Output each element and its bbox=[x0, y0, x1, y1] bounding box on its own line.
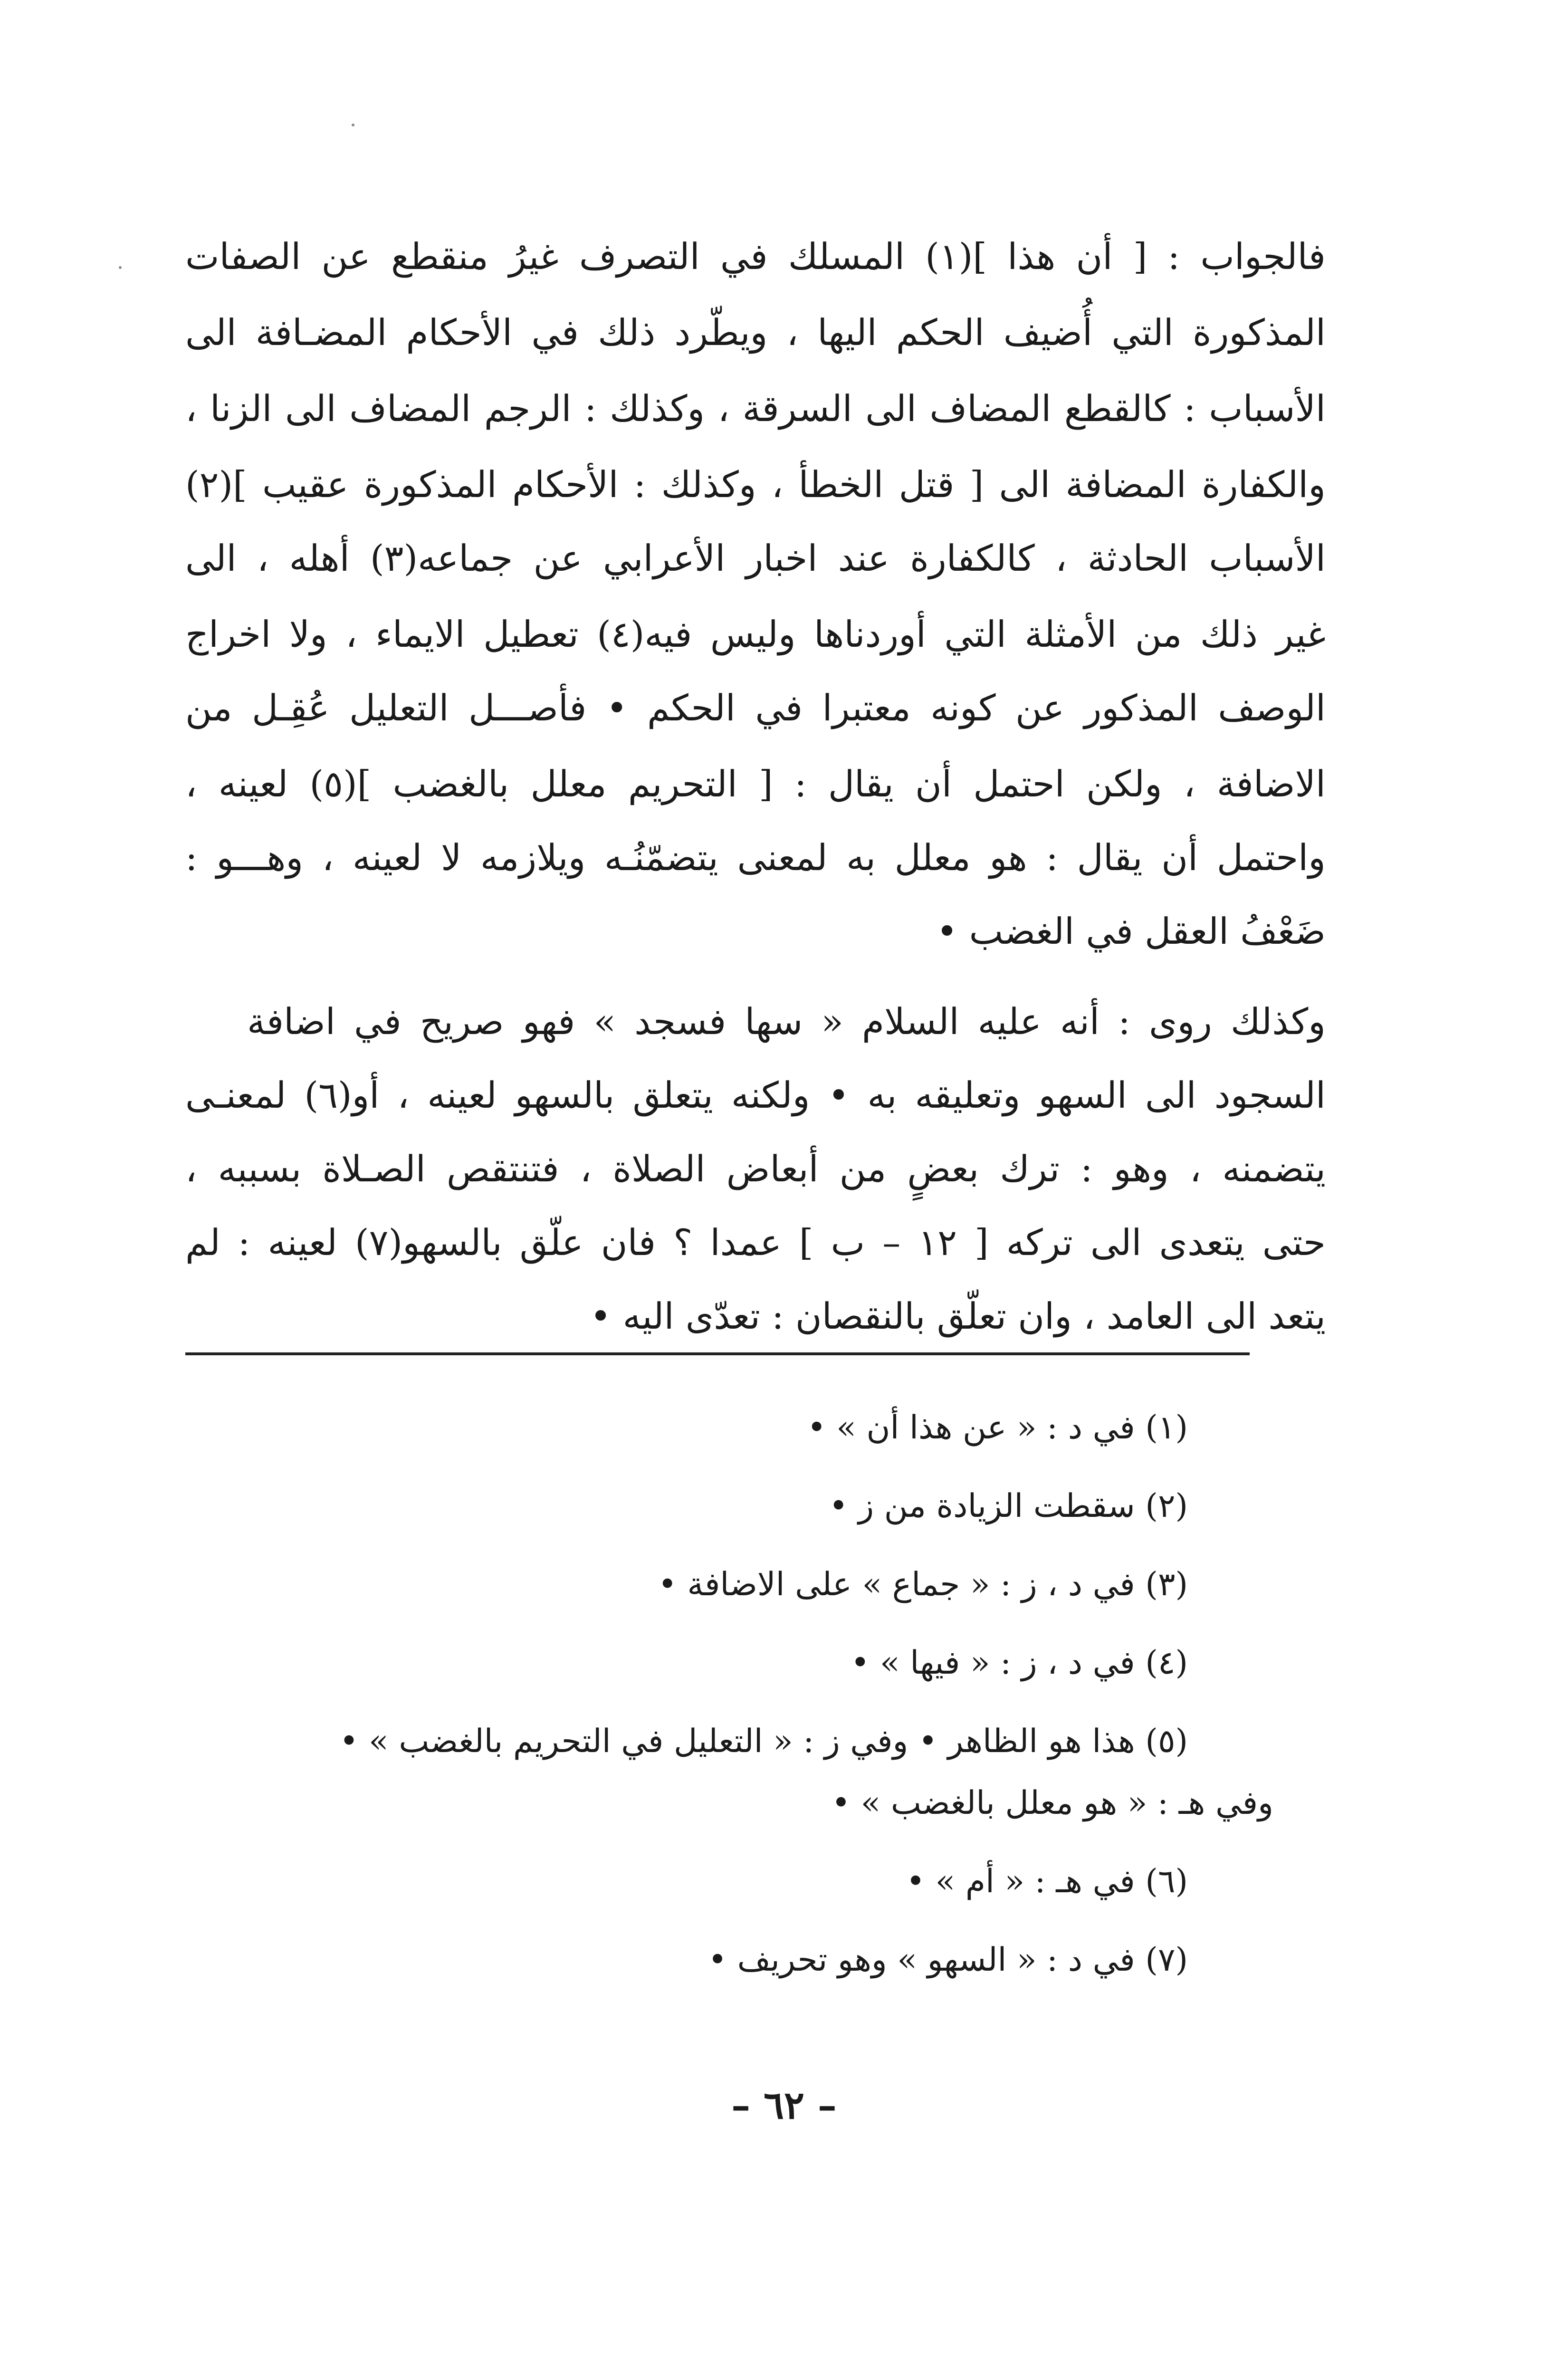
text-line: السجود الى السهو وتعليقه به • ولكنه يتعلق بالسهو لعينه ، أو(٦) لمعنـى bbox=[185, 1074, 1326, 1116]
text-line: ضَعْفُ العقل في الغضب • bbox=[936, 910, 1326, 952]
footnote-7: (٧) في د : « السهو » وهو تحريف • bbox=[708, 1941, 1188, 1979]
text-line: واحتمل أن يقال : هو معلل به لمعنى يتضمّنُـه ويلازمه لا لعينه ، وهـــو : bbox=[185, 836, 1326, 879]
text-line: المذكورة التي أُضيف الحكم اليها ، ويطّرد ذلك في الأحكام المضـافة الى bbox=[185, 311, 1326, 354]
text-line: وكذلك روى : أنه عليه السلام « سها فسجد » فهو صريح في اضافة bbox=[247, 1000, 1326, 1043]
text-line: والكفارة المضافة الى [ قتل الخطأ ، وكذلك : الأحكام المذكورة عقيب ](٢) bbox=[185, 463, 1326, 506]
scan-speck bbox=[119, 266, 122, 269]
footnote-separator bbox=[185, 1352, 1250, 1355]
page-number: – ٦٢ – bbox=[731, 2083, 837, 2127]
text-line: يتضمنه ، وهو : ترك بعضٍ من أبعاض الصلاة ، فتنتقص الصـلاة بسببه ، bbox=[185, 1148, 1326, 1190]
scan-speck bbox=[352, 124, 354, 126]
footnote-1: (١) في د : « عن هذا أن » • bbox=[807, 1409, 1188, 1447]
text-line: يتعد الى العامد ، وان تعلّق بالنقصان : تعدّى اليه • bbox=[590, 1295, 1326, 1337]
text-line: الاضافة ، ولكن احتمل أن يقال : [ التحريم معلل بالغضب ](٥) لعينه ، bbox=[185, 763, 1326, 805]
text-line: حتى يتعدى الى تركه [ ١٢ – ب ] عمدا ؟ فان علّق بالسهو(٧) لعينه : لم bbox=[185, 1221, 1326, 1264]
text-line: الأسباب : كالقطع المضاف الى السرقة ، وكذلك : الرجم المضاف الى الزنا ، bbox=[185, 387, 1326, 430]
footnote-5: (٥) هذا هو الظاهر • وفي ز : « التعليل في التحريم بالغضب » • bbox=[339, 1723, 1188, 1760]
text-line: فالجواب : [ أن هذا ](١) المسلك في التصرف غيرُ منقطع عن الصفات bbox=[185, 235, 1326, 278]
footnote-4: (٤) في د ، ز : « فيها » • bbox=[851, 1644, 1188, 1682]
footnote-3: (٣) في د ، ز : « جماع » على الاضافة • bbox=[658, 1566, 1188, 1603]
footnote-6: (٦) في هـ : « أم » • bbox=[906, 1863, 1188, 1900]
footnote-2: (٢) سقطت الزيادة من ز • bbox=[829, 1487, 1188, 1525]
text-line: غير ذلك من الأمثلة التي أوردناها وليس فيه(٤) تعطيل الايماء ، ولا اخراج bbox=[185, 613, 1326, 655]
text-line: الوصف المذكور عن كونه معتبرا في الحكم • فأصـــل التعليل عُقِـل من bbox=[185, 687, 1326, 729]
footnote-5-continued: وفي هـ : « هو معلل بالغضب » • bbox=[831, 1784, 1273, 1822]
text-line: الأسباب الحادثة ، كالكفارة عند اخبار الأعرابي عن جماعه(٣) أهله ، الى bbox=[185, 537, 1326, 579]
